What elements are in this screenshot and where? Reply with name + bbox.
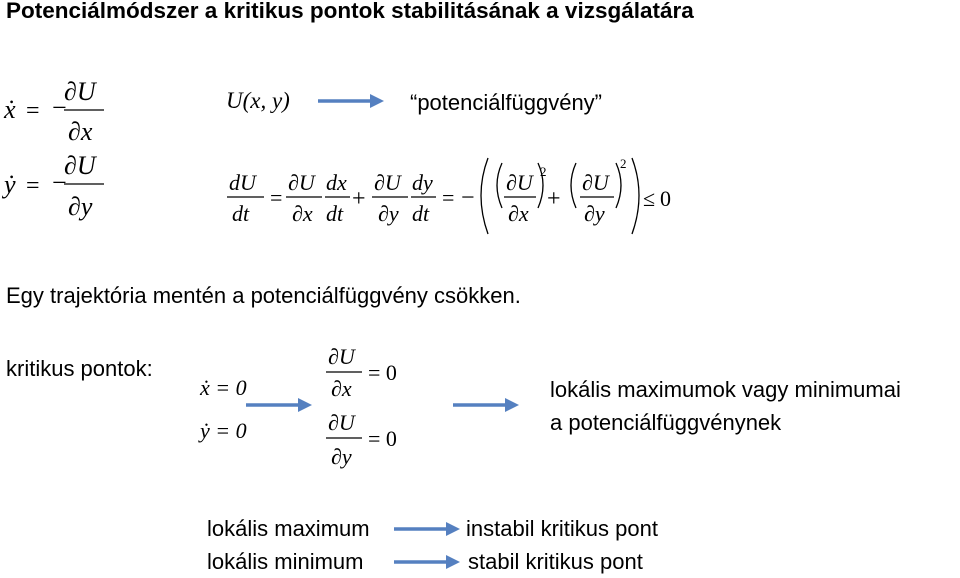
big-paren-left <box>481 158 488 234</box>
exponent: 2 <box>540 164 547 179</box>
equals-zero: = 0 <box>368 426 397 451</box>
arrow-icon <box>246 398 312 412</box>
denominator: ∂y <box>68 192 93 221</box>
equation-ydot <box>1 151 104 221</box>
denominator: ∂x <box>508 201 529 226</box>
local-maximum-label: lokális maximum <box>207 516 370 541</box>
exponent: 2 <box>620 156 627 171</box>
numerator: dx <box>326 170 347 195</box>
numerator: ∂U <box>328 410 355 435</box>
ydot-zero: ẏ = 0 <box>200 418 247 443</box>
chain-rule-equation <box>227 156 671 234</box>
local-minimum-label: lokális minimum <box>207 549 364 574</box>
page-title: Potenciálmódszer a kritikus pontok stabilitásának a vizsgálatára <box>6 0 694 23</box>
arrow-icon <box>453 398 519 412</box>
potential-label: “potenciálfüggvény” <box>410 90 603 115</box>
numerator: ∂U <box>328 344 355 369</box>
equals-zero: = 0 <box>368 360 397 385</box>
denominator: ∂x <box>292 201 313 226</box>
numerator: dy <box>412 170 433 195</box>
denominator: dt <box>326 201 344 226</box>
minus-sign: − <box>461 185 475 211</box>
numerator: dU <box>229 170 256 195</box>
equals-sign: = <box>442 185 455 210</box>
arrow-icon <box>394 555 460 569</box>
equation-xdot <box>3 77 104 146</box>
stable-label: stabil kritikus pont <box>468 549 643 574</box>
numerator: ∂U <box>64 77 96 106</box>
numerator: ∂U <box>288 170 315 195</box>
result-line-2: a potenciálfüggvénynek <box>550 410 782 435</box>
gradient-zero-conditions <box>326 344 397 469</box>
xdot-zero: ẋ = 0 <box>200 375 247 400</box>
numerator: ∂U <box>374 170 401 195</box>
result-line-1: lokális maximumok vagy minimumai <box>550 377 901 402</box>
arrow-icon <box>318 94 384 108</box>
denominator: ∂y <box>378 201 399 226</box>
plus-sign: + <box>352 186 366 212</box>
equals-sign: = <box>270 185 283 210</box>
arrow-icon <box>394 522 460 536</box>
denominator: ∂y <box>331 444 352 469</box>
ydot-symbol: ẏ <box>4 170 16 199</box>
minus-sign: − <box>52 93 67 122</box>
denominator: ∂x <box>331 376 352 401</box>
big-paren-right <box>632 158 639 234</box>
denominator: ∂y <box>584 201 605 226</box>
minus-sign: − <box>52 168 67 197</box>
zero-value: 0 <box>660 186 671 211</box>
paren-left <box>571 163 576 208</box>
equals-sign: = <box>26 173 40 199</box>
xdot-symbol: ẋ <box>4 95 16 124</box>
numerator: ∂U <box>64 151 96 180</box>
leq-sign: ≤ <box>643 186 656 211</box>
critical-points-label: kritikus pontok: <box>6 356 153 381</box>
denominator: dt <box>232 201 250 226</box>
denominator: dt <box>412 201 430 226</box>
denominator: ∂x <box>68 117 93 146</box>
statement-text: Egy trajektória mentén a potenciálfüggvény csökken. <box>6 283 521 308</box>
numerator: ∂U <box>582 170 609 195</box>
numerator: ∂U <box>506 170 533 195</box>
paren-left <box>497 163 502 208</box>
plus-sign: + <box>547 186 561 212</box>
unstable-label: instabil kritikus pont <box>466 516 658 541</box>
potential-function-symbol: U(x, y) <box>226 88 290 113</box>
equals-sign: = <box>26 98 40 124</box>
